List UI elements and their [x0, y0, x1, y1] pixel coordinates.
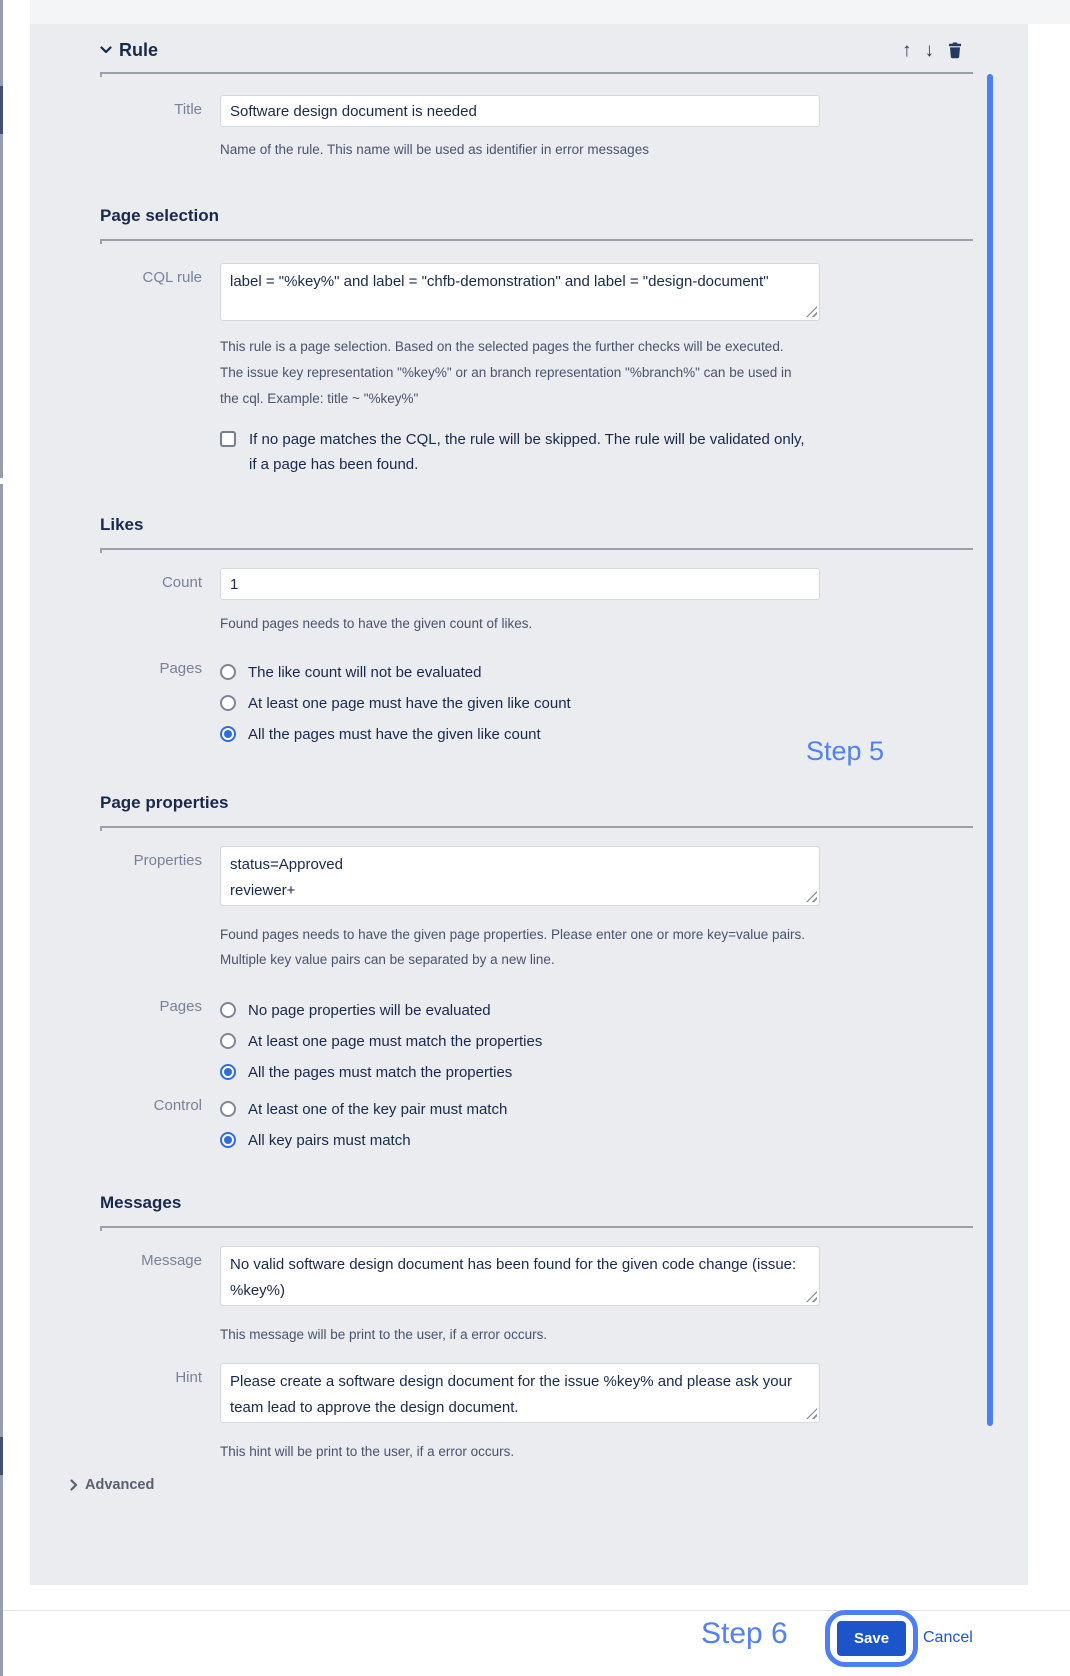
cql-label: CQL rule — [142, 269, 202, 286]
rule-section-title: Rule — [119, 39, 159, 60]
chevron-right-icon — [70, 1479, 78, 1491]
radio-option-like-at-least-one[interactable] — [220, 691, 820, 715]
title-help-text: Name of the rule. This name will be used as identifier in error messages — [220, 142, 649, 157]
radio-option-label: At least one of the key pair must match — [248, 1100, 508, 1118]
radio-option-all-keypairs[interactable] — [220, 1128, 820, 1152]
radio-option-label: No page properties will be evaluated — [248, 1001, 491, 1019]
properties-label: Properties — [133, 852, 202, 869]
title-input[interactable] — [220, 95, 820, 127]
window-edge-mark — [0, 86, 3, 134]
properties-pages-label: Pages — [159, 998, 202, 1015]
rule-header — [100, 37, 973, 63]
control-row — [100, 1093, 973, 1152]
window-edge-gap — [0, 478, 3, 484]
radio-option-label: At least one page must match the properties — [248, 1032, 543, 1050]
radio-icon[interactable] — [220, 1033, 236, 1049]
message-help-text: This message will be print to the user, if a error occurs. — [220, 1327, 548, 1342]
section-highlight-bar — [987, 74, 993, 1426]
radio-option-label: All key pairs must match — [248, 1131, 411, 1149]
hint-help-text: This hint will be print to the user, if a error occurs. — [220, 1444, 515, 1459]
radio-option-label: The like count will not be evaluated — [248, 663, 482, 681]
messages-heading: Messages — [100, 1193, 182, 1212]
radio-option-label: At least one page must have the given like count — [248, 694, 571, 712]
radio-option-at-least-one-match[interactable] — [220, 1029, 820, 1053]
radio-icon[interactable] — [220, 664, 236, 680]
radio-icon[interactable] — [220, 1064, 236, 1080]
save-highlight-ring — [825, 1610, 918, 1667]
move-down-icon[interactable]: ↓ — [924, 39, 934, 61]
skip-rule-checkbox[interactable] — [220, 431, 236, 447]
radio-option-at-least-one-keypair[interactable] — [220, 1097, 820, 1121]
control-label: Control — [153, 1097, 202, 1114]
radio-icon[interactable] — [220, 1132, 236, 1148]
properties-help-text: Found pages needs to have the given page properties. Please enter one or more key=value pairs. Multiple key value pairs can be separated by a new line. — [220, 927, 806, 967]
section-divider — [100, 72, 973, 74]
page-properties-heading: Page properties — [100, 793, 229, 812]
cql-row — [100, 263, 973, 321]
title-row — [100, 95, 973, 127]
save-button[interactable]: Save — [837, 1621, 906, 1656]
move-up-icon[interactable]: ↑ — [902, 39, 912, 61]
cql-help-text: This rule is a page selection. Based on the selected pages the further checks will be executed. The issue key representation "%key%" or an branch representation "%branch%" can be used in the cql. Example: title ~ "%key%" — [220, 339, 792, 406]
radio-option-label: All the pages must match the properties — [248, 1063, 513, 1081]
hint-textarea[interactable] — [220, 1363, 820, 1423]
count-help-text: Found pages needs to have the given count of likes. — [220, 616, 533, 631]
advanced-expander[interactable] — [70, 1477, 973, 1493]
count-label: Count — [161, 574, 202, 591]
radio-option-no-properties[interactable] — [220, 998, 820, 1022]
like-count-input[interactable] — [220, 568, 820, 600]
message-label: Message — [141, 1252, 202, 1269]
radio-option-like-all-pages[interactable] — [220, 722, 820, 746]
skip-rule-label: If no page matches the CQL, the rule will be skipped. The rule will be validated only, if a page has been found. — [249, 431, 805, 473]
chevron-down-icon[interactable] — [100, 46, 112, 54]
message-row — [100, 1246, 973, 1306]
step6-annotation: Step 6 — [701, 1617, 788, 1650]
window-edge-sliver — [0, 0, 3, 1676]
radio-option-label: All the pages must have the given like count — [248, 725, 541, 743]
message-textarea[interactable] — [220, 1246, 820, 1306]
step5-annotation: Step 5 — [806, 736, 885, 766]
radio-icon[interactable] — [220, 695, 236, 711]
properties-pages-row — [100, 994, 973, 1084]
likes-pages-label: Pages — [159, 660, 202, 677]
trash-icon[interactable] — [947, 42, 963, 59]
footer-divider — [3, 1610, 1070, 1611]
properties-textarea[interactable] — [220, 846, 820, 906]
cql-textarea[interactable] — [220, 263, 820, 321]
section-divider — [100, 826, 973, 828]
radio-icon[interactable] — [220, 1101, 236, 1117]
radio-option-like-not-evaluated[interactable] — [220, 660, 820, 684]
likes-pages-row — [100, 656, 973, 746]
advanced-label: Advanced — [85, 1477, 155, 1493]
section-divider — [100, 548, 973, 550]
rule-toolbar — [902, 41, 963, 60]
radio-icon[interactable] — [220, 1002, 236, 1018]
page-selection-heading: Page selection — [100, 206, 220, 225]
radio-icon[interactable] — [220, 726, 236, 742]
title-label: Title — [174, 101, 202, 118]
section-divider — [100, 239, 973, 241]
properties-row — [100, 846, 973, 906]
radio-option-all-pages-match[interactable] — [220, 1060, 820, 1084]
count-row — [100, 568, 973, 600]
skip-rule-row — [220, 427, 973, 477]
hint-row — [100, 1363, 973, 1423]
hint-label: Hint — [175, 1369, 202, 1386]
section-divider — [100, 1226, 973, 1228]
rule-config-panel — [30, 24, 1028, 1585]
likes-heading: Likes — [100, 515, 144, 534]
page-top-band — [30, 0, 1070, 24]
window-edge-mark — [0, 1437, 3, 1475]
cancel-link[interactable]: Cancel — [923, 1629, 973, 1646]
